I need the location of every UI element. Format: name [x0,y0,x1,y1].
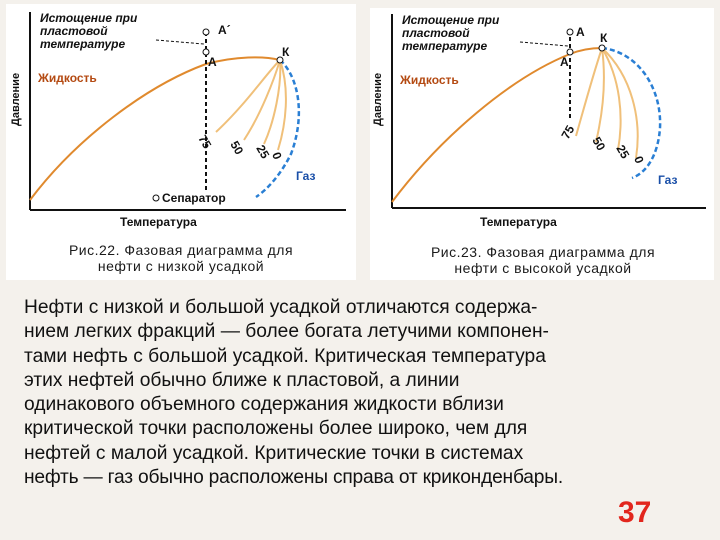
point-a-prime-marker [567,29,573,35]
gas-region-label: Газ [296,169,316,183]
phase-diagram-low-shrinkage [6,4,356,280]
quality-line-0 [278,60,286,150]
point-k-label: К [600,31,608,45]
quality-line-75 [216,60,280,132]
y-axis-label: Давление [372,72,384,126]
figure-23-caption [378,244,708,276]
quality-label-75: 75 [195,132,215,152]
body-line: нефть — газ обычно расположены справа от криконденбары. [24,467,563,489]
quality-label-75: 75 [558,122,578,142]
title-leader [520,42,568,46]
point-a-prime-marker [203,29,209,35]
point-a-prime-label: А´ [218,23,231,37]
quality-line-75 [576,48,602,136]
quality-label-25: 25 [613,142,633,162]
body-line: этих нефтей обычно ближе к пластовой, а линии [24,369,460,391]
bubble-point-curve [392,48,602,202]
critical-point-marker [599,45,605,51]
point-k-label: К [282,45,290,59]
figure-22-caption [16,242,346,274]
body-line: нефтей с малой усадкой. Критические точки в системах [24,442,524,464]
page-number: 37 [618,496,652,529]
body-line: критической точки расположены более широко, чем для [24,418,528,440]
quality-label-25: 25 [253,142,273,162]
phase-diagram-high-shrinkage [370,8,714,280]
gas-region-label: Газ [658,173,678,187]
quality-label-50: 50 [227,138,247,158]
caption-line-2: нефти с низкой усадкой [97,258,265,274]
quality-line-50 [244,60,280,140]
title-line-2: пластовой [402,26,470,40]
title-line-3: температуре [40,37,126,51]
body-line: Нефти с низкой и большой усадкой отличаются содержа- [24,297,538,318]
x-axis-label: Температура [120,215,197,229]
quality-line-25 [264,60,280,144]
separator-marker [153,195,159,201]
quality-label-0: 0 [269,150,285,162]
liquid-region-label: Жидкость [400,73,459,87]
figure-23 [370,8,714,280]
quality-line-25 [602,48,621,150]
liquid-region-label: Жидкость [38,71,97,85]
title-leader [156,40,204,44]
body-line: нием легких фракций — более богата летучими компонен- [24,321,549,343]
caption-line-2: нефти с высокой усадкой [454,260,632,276]
caption-line-1: Рис.22. Фазовая диаграмма для [68,242,294,258]
point-a-prime-label: А [576,25,585,39]
title-line-1: Истощение при [402,13,500,27]
figure-22 [6,4,356,280]
body-line: тами нефть с большой усадкой. Критическая температура [24,345,546,367]
quality-label-0: 0 [631,154,647,166]
body-paragraph [24,296,714,490]
title-line-2: пластовой [40,24,108,38]
title-line-3: температуре [402,39,488,53]
quality-label-50: 50 [589,134,609,154]
separator-label: Сепаратор [162,191,226,205]
point-a-label: А [560,55,569,69]
caption-line-1: Рис.23. Фазовая диаграмма для [430,244,656,260]
x-axis-label: Температура [480,215,557,229]
body-line: одинакового объемного содержания жидкости вблизи [24,394,504,416]
title-line-1: Истощение при [40,11,138,25]
y-axis-label: Давление [10,72,22,126]
point-a-label: А [208,55,217,69]
